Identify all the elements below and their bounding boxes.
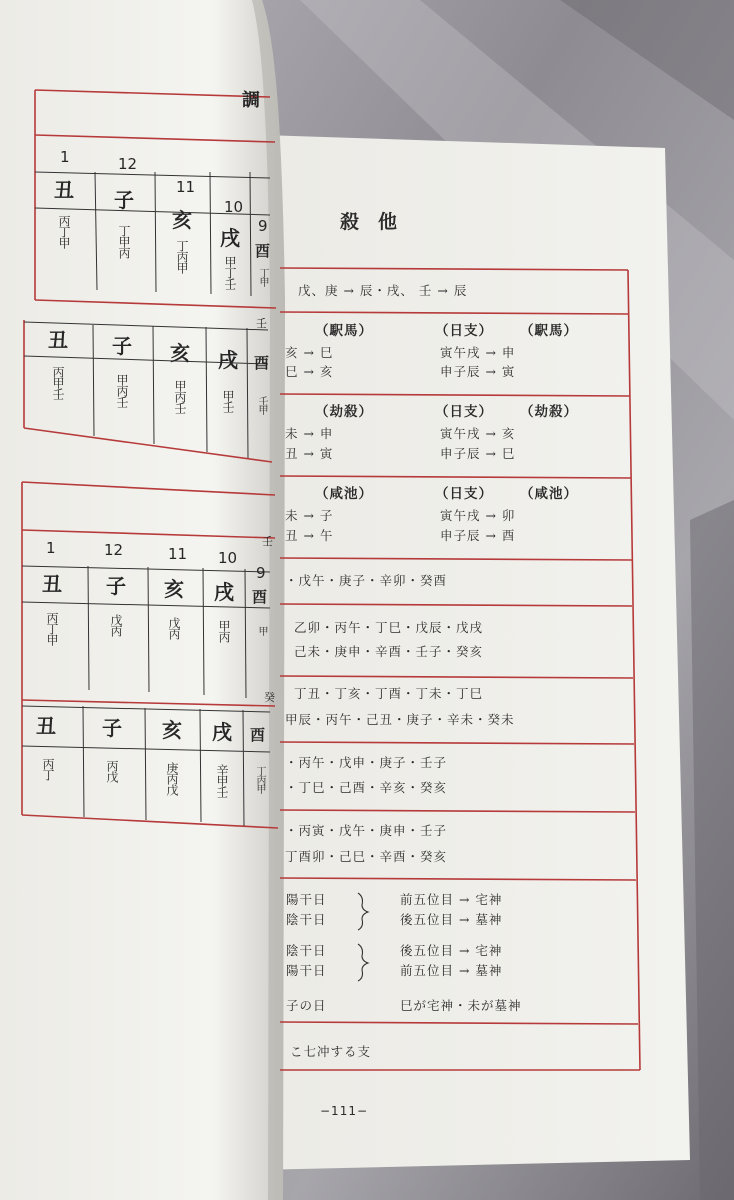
branch-cell: 酉 xyxy=(250,726,266,744)
side-char: 壬 xyxy=(262,535,273,548)
kousatsu-head-2: （日支） xyxy=(435,404,493,420)
ekiba-right-1: 寅午戌 → 申 xyxy=(440,345,516,360)
branch-cell: 亥 xyxy=(162,718,182,742)
row-6-line-1: 乙卯・丙午・丁巳・戊辰・戊戌 xyxy=(294,620,484,635)
stem-cell: 丁甲 xyxy=(257,268,268,286)
branch-cell: 子 xyxy=(114,188,134,212)
stem-cell: 甲壬 xyxy=(221,390,235,412)
row-7-line-2: 甲辰・丙午・己丑・庚子・辛未・癸未 xyxy=(285,712,515,727)
branch-cell: 亥 xyxy=(170,341,190,365)
takushin-left-1: 陽干日 xyxy=(286,892,327,907)
stem-cell: 甲丙壬 xyxy=(115,374,129,407)
row-1: 戊、庚 → 辰・戌、 壬 → 辰 xyxy=(298,283,468,298)
month-cell: 11 xyxy=(168,545,188,563)
stem-cell: 丙丁甲 xyxy=(57,215,71,248)
left-page xyxy=(0,0,285,1200)
takushin-right-2: 後五位目 → 墓神 xyxy=(400,912,503,927)
ekiba-head-2: （日支） xyxy=(435,323,493,339)
left-header-char: 調 xyxy=(242,90,260,111)
kanchi-right-1: 寅午戌 → 卯 xyxy=(440,508,516,523)
branch-cell: 戌 xyxy=(218,348,238,372)
branch-cell: 亥 xyxy=(164,577,184,601)
stem-cell: 甲 xyxy=(256,626,267,635)
takushin-right-3: 後五位目 → 宅神 xyxy=(400,943,503,958)
month-cell: 11 xyxy=(176,178,196,196)
month-cell: 9 xyxy=(258,217,268,235)
branch-cell: 丑 xyxy=(54,178,74,202)
kousatsu-right-2: 申子辰 → 巳 xyxy=(440,446,516,461)
kanchi-right-2: 申子辰 → 酉 xyxy=(440,528,516,543)
ekiba-left-1: 亥 → 巳 xyxy=(285,345,334,360)
stem-cell: 丁丙甲 xyxy=(175,240,189,273)
kousatsu-right-1: 寅午戌 → 亥 xyxy=(440,426,516,441)
branch-cell: 酉 xyxy=(255,242,271,260)
month-cell: 12 xyxy=(118,155,138,173)
stem-cell: 壬甲 xyxy=(256,396,267,414)
branch-cell: 丑 xyxy=(42,572,62,596)
row-5: ・戊午・庚子・辛卯・癸酉 xyxy=(285,573,448,588)
stem-cell: 戊丙 xyxy=(167,617,181,639)
stem-cell: 丙丁 xyxy=(41,758,55,780)
row-7-line-1: 丁丑・丁亥・丁酉・丁未・丁巳 xyxy=(294,686,484,701)
ekiba-head-1: （駅馬） xyxy=(315,323,373,339)
branch-cell: 戌 xyxy=(212,720,232,744)
month-cell: 9 xyxy=(256,564,266,582)
stem-cell: 丙甲壬 xyxy=(51,366,65,399)
kousatsu-head-1: （劫殺） xyxy=(315,404,373,420)
row-6-line-2: 己未・庚申・辛酉・壬子・癸亥 xyxy=(294,644,484,659)
stem-cell: 甲丙 xyxy=(217,620,231,642)
takushin-right-5: 巳が宅神・未が墓神 xyxy=(400,998,522,1013)
takushin-left-3: 陰干日 xyxy=(286,943,327,958)
branch-cell: 子 xyxy=(106,574,126,598)
row-8-line-2: ・丁巳・己酉・辛亥・癸亥 xyxy=(285,780,448,795)
stem-cell: 庚丙戊 xyxy=(165,762,179,795)
kanchi-left-2: 丑 → 午 xyxy=(285,528,334,543)
side-char: 壬 xyxy=(256,317,267,330)
month-cell: 1 xyxy=(60,148,70,166)
ekiba-left-2: 巳 → 亥 xyxy=(285,364,334,379)
branch-cell: 酉 xyxy=(252,588,268,606)
takushin-left-4: 陽干日 xyxy=(286,963,327,978)
kousatsu-left-1: 未 → 申 xyxy=(285,426,334,441)
kousatsu-left-2: 丑 → 寅 xyxy=(285,446,334,461)
month-cell: 12 xyxy=(104,541,124,559)
branch-cell: 酉 xyxy=(254,354,270,372)
stem-cell: 丁甲丙 xyxy=(117,225,131,258)
takushin-left-5: 子の日 xyxy=(286,998,327,1013)
stem-cell: 丙戊 xyxy=(105,760,119,782)
kanchi-head-2: （日支） xyxy=(435,486,493,502)
kanchi-left-1: 未 → 子 xyxy=(285,508,334,523)
branch-cell: 子 xyxy=(102,716,122,740)
stem-cell: 丙丁甲 xyxy=(45,612,59,645)
takushin-left-2: 陰干日 xyxy=(286,912,327,927)
row-11: こ七冲する支 xyxy=(290,1044,372,1059)
branch-cell: 丑 xyxy=(48,328,68,352)
row-8-line-1: ・丙午・戊申・庚子・壬子 xyxy=(285,755,448,770)
stem-cell: 丁丙甲 xyxy=(254,766,265,793)
branch-cell: 子 xyxy=(112,334,132,358)
takushin-right-4: 前五位目 → 墓神 xyxy=(400,963,503,978)
month-cell: 10 xyxy=(224,198,244,216)
stem-cell: 甲丁壬 xyxy=(223,256,237,289)
branch-cell: 戌 xyxy=(214,580,234,604)
branch-cell: 亥 xyxy=(172,208,192,232)
kanchi-head-1: （咸池） xyxy=(315,486,373,502)
page-title: 殺 他 xyxy=(340,211,398,233)
branch-cell: 戌 xyxy=(220,226,240,250)
row-9-line-1: ・丙寅・戊午・庚申・壬子 xyxy=(285,823,448,838)
ekiba-head-3: （駅馬） xyxy=(520,323,578,339)
stem-cell: 戊丙 xyxy=(109,614,123,636)
page-number: −111− xyxy=(320,1104,369,1118)
ekiba-right-2: 申子辰 → 寅 xyxy=(440,364,516,379)
branch-cell: 丑 xyxy=(36,714,56,738)
kousatsu-head-3: （劫殺） xyxy=(520,404,578,420)
stem-cell: 甲丙壬 xyxy=(173,380,187,413)
stem-cell: 辛甲壬 xyxy=(215,764,229,797)
side-char: 癸 xyxy=(264,691,275,704)
month-cell: 1 xyxy=(46,539,56,557)
row-9-line-2: 丁酉卯・己巳・辛酉・癸亥 xyxy=(285,849,448,864)
kanchi-head-3: （咸池） xyxy=(520,486,578,502)
month-cell: 10 xyxy=(218,549,238,567)
takushin-right-1: 前五位目 → 宅神 xyxy=(400,892,503,907)
